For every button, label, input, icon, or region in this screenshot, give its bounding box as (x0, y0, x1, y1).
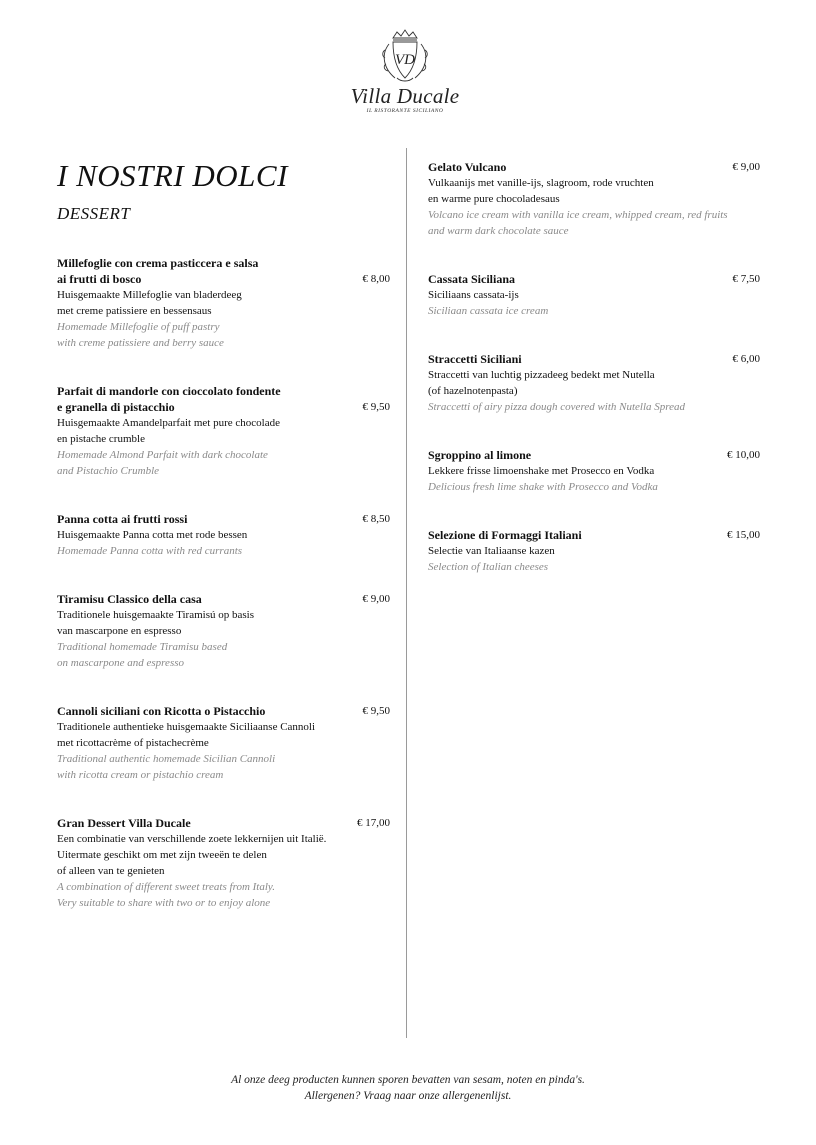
item-name: Parfait di mandorle con cioccolato fondente (57, 384, 281, 398)
item-price: € 8,00 (362, 273, 390, 285)
item-name: Gelato Vulcano (428, 160, 507, 174)
item-price: € 9,50 (362, 401, 390, 413)
item-description-nl: van mascarpone en espresso (57, 625, 182, 637)
item-description-en: Homemade Millefoglie of puff pastry (57, 321, 220, 333)
item-description-nl: (of hazelnotenpasta) (428, 385, 518, 397)
footer-line: Allergenen? Vraag naar onze allergenenlijst. (304, 1090, 512, 1102)
item-price: € 9,50 (362, 705, 390, 717)
item-description-en: Selection of Italian cheeses (428, 561, 549, 573)
item-price: € 6,00 (732, 353, 760, 365)
item-description-en: Traditional authentic homemade Sicilian Cannoli (57, 753, 276, 765)
menu-item (57, 255, 390, 351)
item-description-nl: Lekkere frisse limoenshake met Prosecco en Vodka (428, 465, 655, 477)
monogram: VD (395, 52, 415, 68)
item-price: € 9,00 (362, 593, 390, 605)
page-title: I NOSTRI DOLCI (57, 158, 288, 193)
item-description-nl: met ricottacrème of pistachecrème (57, 737, 209, 749)
item-description-en: Traditional homemade Tiramisu based (57, 641, 228, 653)
menu-item (57, 383, 390, 479)
item-price: € 17,00 (357, 817, 390, 829)
item-name: Cannoli siciliani con Ricotta o Pistacchio (57, 704, 266, 718)
item-description-nl: Uitermate geschikt om met zijn tweeën te delen (57, 849, 267, 861)
item-description-nl: Traditionele authentieke huisgemaakte Siciliaanse Cannoli (57, 721, 316, 733)
item-description-nl: Huisgemaakte Amandelparfait met pure chocolade (57, 417, 280, 429)
item-description-en: with creme patissiere and berry sauce (57, 337, 224, 349)
item-description-nl: Een combinatie van verschillende zoete lekkernijen uit Italië. (57, 833, 327, 845)
menu-item (428, 527, 760, 575)
item-name: Millefoglie con crema pasticcera e salsa (57, 256, 259, 270)
item-description-en: Homemade Almond Parfait with dark chocolate (57, 449, 268, 461)
item-description-en: and warm dark chocolate sauce (428, 225, 569, 237)
menu-item (428, 447, 760, 495)
item-description-en: Straccetti of airy pizza dough covered with Nutella Spread (428, 401, 686, 413)
item-description-en: Homemade Panna cotta with red currants (57, 545, 243, 557)
item-name: ai frutti di bosco (57, 272, 142, 286)
item-price: € 9,00 (732, 161, 760, 173)
item-description-nl: en pistache crumble (57, 433, 145, 445)
item-description-en: and Pistachio Crumble (57, 465, 160, 477)
item-description-nl: met creme patissiere en bessensaus (57, 305, 212, 317)
item-description-en: Delicious fresh lime shake with Prosecco and Vodka (428, 481, 658, 493)
menu-item (428, 351, 760, 415)
item-description-nl: Vulkaanijs met vanille-ijs, slagroom, rode vruchten (428, 177, 654, 189)
item-description-en: Very suitable to share with two or to enjoy alone (57, 897, 271, 909)
item-description-nl: en warme pure chocoladesaus (428, 193, 560, 205)
item-description-nl: Straccetti van luchtig pizzadeeg bedekt met Nutella (428, 369, 655, 381)
item-description-en: A combination of different sweet treats from Italy. (57, 881, 275, 893)
footer-line: Al onze deeg producten kunnen sporen bevatten van sesam, noten en pinda's. (231, 1074, 585, 1086)
menu-item (428, 159, 760, 239)
menu-item (57, 703, 390, 783)
item-name: Sgroppino al limone (428, 448, 532, 462)
item-description-en: Volcano ice cream with vanilla ice cream, whipped cream, red fruits (428, 209, 728, 221)
item-description-nl: Siciliaans cassata-ijs (428, 289, 519, 301)
item-description-en: on mascarpone and espresso (57, 657, 184, 669)
menu-item (57, 815, 390, 911)
brand-logo (340, 28, 470, 118)
allergen-notice (0, 1072, 816, 1104)
column-divider (406, 148, 407, 1038)
brand-tagline: IL RISTORANTE SICILIANO (366, 108, 444, 114)
item-description-nl: of alleen van te genieten (57, 865, 165, 877)
item-price: € 10,00 (727, 449, 760, 461)
item-description-nl: Selectie van Italiaanse kazen (428, 545, 555, 557)
item-description-en: Siciliaan cassata ice cream (428, 305, 549, 317)
menu-item (57, 591, 390, 671)
item-name: Tiramisu Classico della casa (57, 592, 202, 606)
item-description-en: with ricotta cream or pistachio cream (57, 769, 224, 781)
item-name: Gran Dessert Villa Ducale (57, 816, 191, 830)
item-price: € 8,50 (362, 513, 390, 525)
page-subtitle: DESSERT (57, 204, 131, 223)
item-name: e granella di pistacchio (57, 400, 175, 414)
brand-name: Villa Ducale (350, 84, 460, 108)
menu-item (57, 511, 390, 559)
menu-item (428, 271, 760, 319)
item-description-nl: Traditionele huisgemaakte Tiramisú op basis (57, 609, 254, 621)
item-name: Panna cotta ai frutti rossi (57, 512, 188, 526)
item-price: € 15,00 (727, 529, 760, 541)
item-name: Straccetti Siciliani (428, 352, 522, 366)
item-price: € 7,50 (732, 273, 760, 285)
item-name: Cassata Siciliana (428, 272, 516, 286)
item-name: Selezione di Formaggi Italiani (428, 528, 582, 542)
item-description-nl: Huisgemaakte Millefoglie van bladerdeeg (57, 289, 242, 301)
item-description-nl: Huisgemaakte Panna cotta met rode bessen (57, 529, 248, 541)
crest-icon (373, 28, 437, 86)
